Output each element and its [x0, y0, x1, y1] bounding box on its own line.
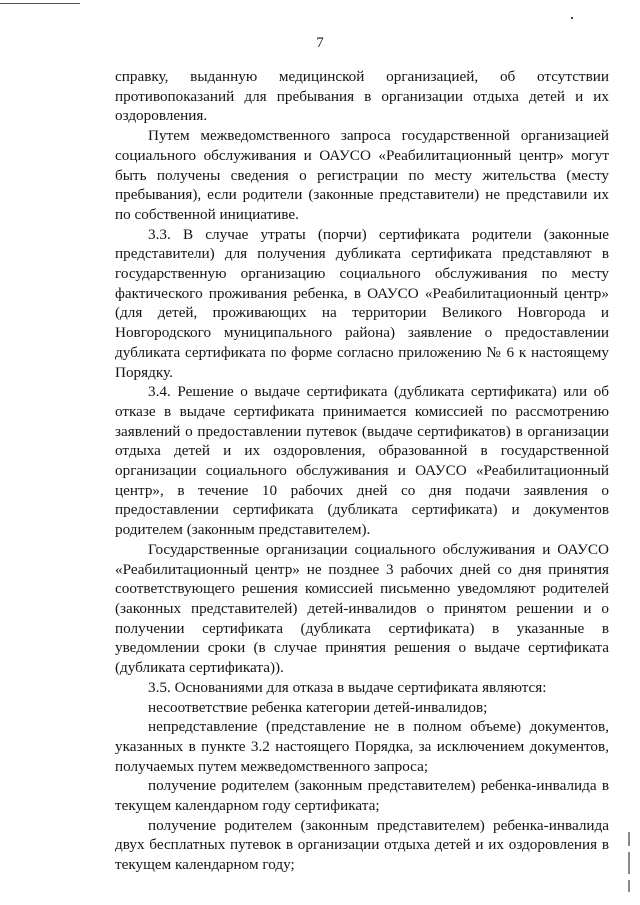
scan-edge-mark [628, 832, 630, 846]
paragraph-3: 3.3. В случае утраты (порчи) сертификата родители (законные представители) для получения дубликата сертификата представляют в государственную организацию социального обслуживания по месту фактического проживания ребенка, в ОАУСО «Реабилитационный центр» (для детей, проживающих на территории Великого Новгорода и Новгородского муниципального района) заявление о предоставлении дубликата сертификата по форме согласно приложению № 6 к настоящему Порядку. [115, 225, 609, 381]
scan-dot-mark [571, 17, 573, 19]
paragraph-2: Путем межведомственного запроса государственной организацией социального обслуживания и ОАУСО «Реабилитационный центр» могут быть получены сведения о регистрации по месту жительства (месту пребывания), если родители (законные представители) не представили их по собственной инициативе. [115, 127, 609, 223]
document-body [115, 67, 609, 875]
page-number: 7 [316, 35, 324, 51]
paragraph-7: несоответствие ребенка категории детей-инвалидов; [148, 698, 488, 716]
paragraph-6: 3.5. Основаниями для отказа в выдаче сертификата являются: [148, 678, 547, 696]
scan-top-rule [0, 3, 80, 4]
paragraph-1: справку, выданную медицинской организацией, об отсутствии противопоказаний для пребывания в организации отдыха детей и их оздоровления. [115, 68, 609, 125]
paragraph-10: получение родителем (законным представителем) ребенка-инвалида двух бесплатных путевок в организации отдыха детей и их оздоровления в текущем календарном году; [115, 816, 609, 874]
paragraph-4: 3.4. Решение о выдаче сертификата (дубликата сертификата) или об отказе в выдаче сертификата принимается комиссией по рассмотрению заявлений о предоставлении путевок (выдаче сертификатов) в организации отдыха детей и их оздоровления, образованной в государственной организации социального обслуживания и ОАУСО «Реабилитационный центр», в течение 10 рабочих дней со дня подачи заявления о предоставлении сертификата (дубликата сертификата) и документов родителем (законным представителем). [115, 383, 609, 539]
paragraph-5: Государственные организации социального обслуживания и ОАУСО «Реабилитационный центр» не позднее 3 рабочих дней со дня принятия соответствующего решения комиссией письменно уведомляют родителей (законных представителей) детей-инвалидов о принятом решении и о получении сертификата (дубликата сертификата) в указанные в уведомлении сроки (в случае принятия решения о выдаче сертификата (дубликата сертификата)). [115, 540, 609, 677]
scan-edge-mark [628, 880, 630, 892]
paragraph-8: непредставление (представление не в полном объеме) документов, указанных в пункте 3.2 настоящего Порядка, за исключением документов, получаемых путем межведомственного запроса; [115, 718, 609, 775]
scan-edge-mark [628, 852, 630, 874]
paragraph-9: получение родителем (законным представителем) ребенка-инвалида в текущем календарном году сертификата; [115, 777, 609, 815]
